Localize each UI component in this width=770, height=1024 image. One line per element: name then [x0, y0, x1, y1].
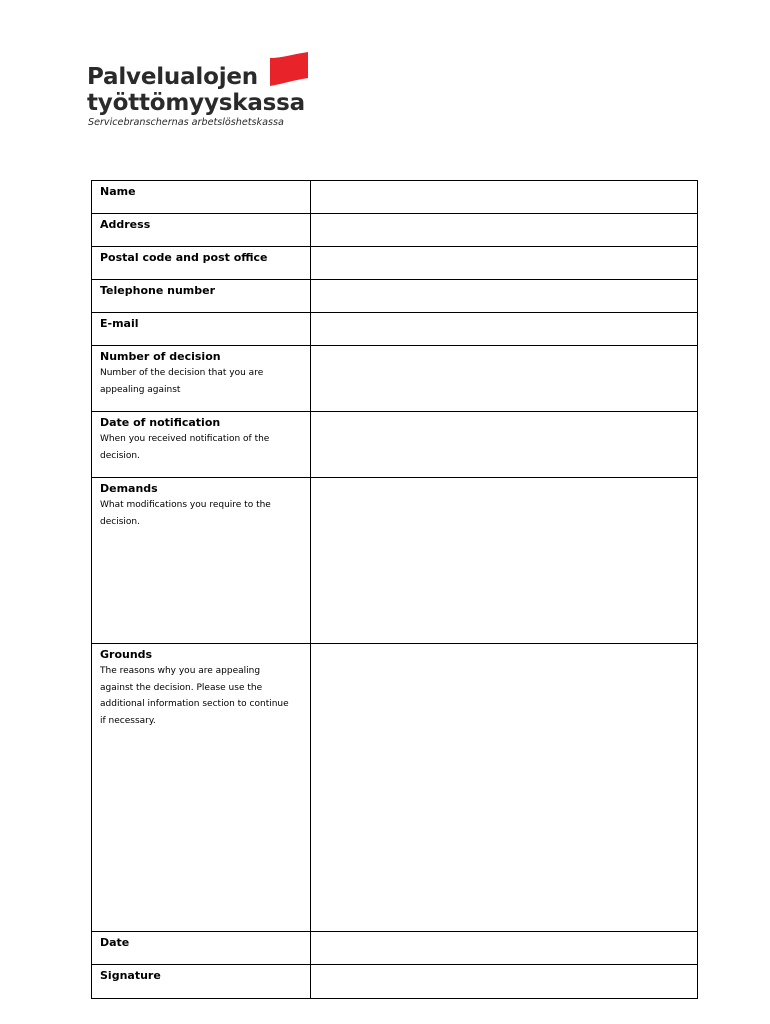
field-description-notification-date: When you received notification of the decision.	[100, 434, 270, 461]
field-label-name: Name	[100, 185, 136, 198]
field-label-notification-date: Date of notification	[100, 416, 221, 429]
form-row-decision-number	[92, 346, 698, 412]
form-label-cell	[92, 932, 311, 965]
field-label-decision-number: Number of decision	[100, 350, 221, 363]
field-label-postal: Postal code and post office	[100, 251, 268, 264]
demands-field[interactable]	[311, 478, 698, 644]
flag-icon	[268, 52, 310, 88]
address-field[interactable]	[311, 214, 698, 247]
form-row-name	[92, 181, 698, 214]
form-label-cell	[92, 181, 311, 214]
form-row-notification-date	[92, 412, 698, 478]
field-description-demands: What modifications you require to the decision.	[100, 500, 271, 527]
form-label-cell	[92, 214, 311, 247]
logo-subtitle: Servicebranschernas arbetslöshetskassa	[88, 117, 284, 128]
form-row-postal	[92, 247, 698, 280]
decision-number-field[interactable]	[311, 346, 698, 412]
email-field[interactable]	[311, 313, 698, 346]
form-row-signature	[92, 965, 698, 999]
field-label-signature: Signature	[100, 969, 161, 982]
form-row-email	[92, 313, 698, 346]
appeal-form-table	[91, 180, 698, 999]
date-field[interactable]	[311, 932, 698, 965]
form-label-cell	[92, 965, 311, 999]
signature-field[interactable]	[311, 965, 698, 999]
field-label-grounds: Grounds	[100, 648, 153, 661]
postal-code-field[interactable]	[311, 247, 698, 280]
form-row-date	[92, 932, 698, 965]
form-label-cell	[92, 412, 311, 478]
form-row-grounds	[92, 644, 698, 932]
form-row-telephone	[92, 280, 698, 313]
logo	[87, 52, 317, 132]
form-row-demands	[92, 478, 698, 644]
form-label-cell	[92, 478, 311, 644]
form-row-address	[92, 214, 698, 247]
form-label-cell	[92, 346, 311, 412]
field-label-date: Date	[100, 936, 130, 949]
form-label-cell	[92, 313, 311, 346]
field-label-address: Address	[100, 218, 151, 231]
form-label-cell	[92, 247, 311, 280]
form-label-cell	[92, 644, 311, 932]
field-label-email: E-mail	[100, 317, 139, 330]
field-label-demands: Demands	[100, 482, 158, 495]
name-field[interactable]	[311, 181, 698, 214]
field-label-telephone: Telephone number	[100, 284, 216, 297]
telephone-field[interactable]	[311, 280, 698, 313]
logo-name-line2: työttömyyskassa	[87, 90, 305, 116]
grounds-field[interactable]	[311, 644, 698, 932]
logo-name-line1: Palvelualojen	[87, 64, 258, 90]
form-label-cell	[92, 280, 311, 313]
field-description-grounds: The reasons why you are appealing against the decision. Please use the additional information section to continue if necessary.	[100, 666, 289, 726]
notification-date-field[interactable]	[311, 412, 698, 478]
field-description-decision-number: Number of the decision that you are appealing against	[100, 368, 264, 395]
